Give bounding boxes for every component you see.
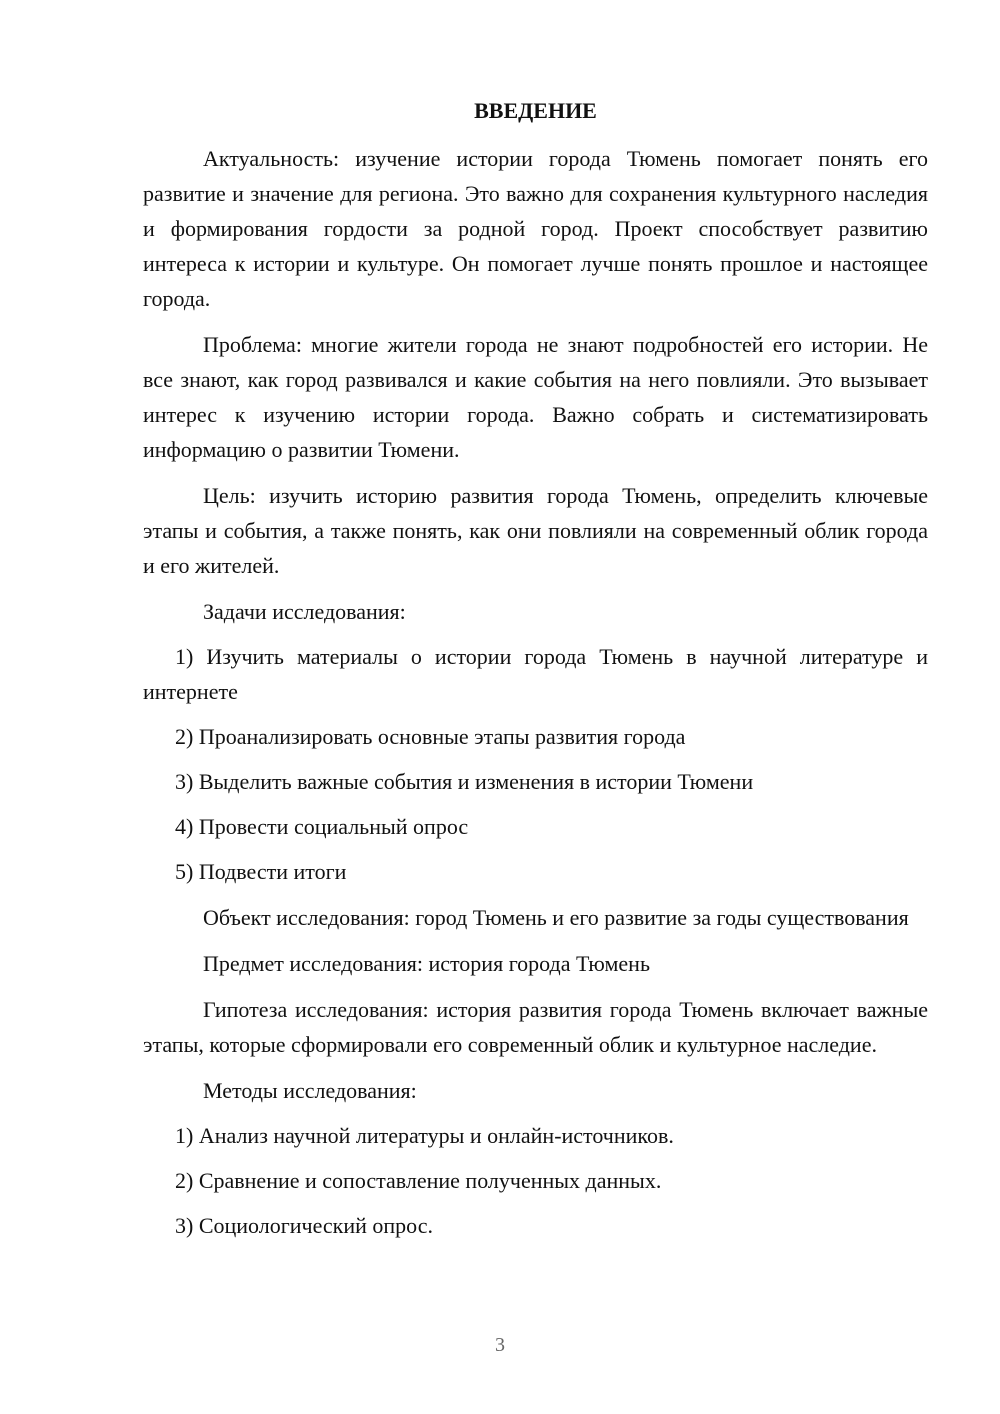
object-paragraph: Объект исследования: город Тюмень и его развитие за годы существования (203, 905, 909, 930)
task-item: 4) Провести социальный опрос (175, 814, 469, 839)
document-page (143, 94, 928, 1243)
methods-list (143, 1118, 928, 1243)
tasks-list (143, 639, 928, 889)
problem-paragraph: Проблема: многие жители города не знают подробностей его истории. Не все знают, как город развивался и какие события на него повлияли. Это вызывает интерес к изучению истории города. Важно собрать и систематизировать информацию о развитии Тюмени. (143, 332, 928, 462)
task-item: 1) Изучить материалы о истории города Тюмень в научной литературе и интернете (143, 644, 928, 704)
page-number: 3 (495, 1334, 505, 1356)
relevance-paragraph: Актуальность: изучение истории города Тюмень помогает понять его развитие и значение для региона. Это важно для сохранения культурного наследия и формирования гордости за родной город. Проект способствует развитию интереса к истории и культуре. Он помогает лучше понять прошлое и настоящее города. (143, 146, 928, 311)
page-title: ВВЕДЕНИЕ (474, 98, 597, 123)
method-item: 2) Сравнение и сопоставление полученных данных. (175, 1168, 662, 1193)
method-item: 1) Анализ научной литературы и онлайн-источников. (175, 1123, 674, 1148)
task-item: 2) Проанализировать основные этапы развития города (175, 724, 686, 749)
methods-heading: Методы исследования: (203, 1078, 417, 1103)
subject-paragraph: Предмет исследования: история города Тюмень (203, 951, 650, 976)
tasks-heading: Задачи исследования: (203, 599, 406, 624)
method-item: 3) Социологический опрос. (175, 1213, 433, 1238)
hypothesis-paragraph: Гипотеза исследования: история развития города Тюмень включает важные этапы, которые сформировали его современный облик и культурное наследие. (143, 997, 928, 1057)
task-item: 5) Подвести итоги (175, 859, 347, 884)
goal-paragraph: Цель: изучить историю развития города Тюмень, определить ключевые этапы и события, а также понять, как они повлияли на современный облик города и его жителей. (143, 483, 928, 578)
task-item: 3) Выделить важные события и изменения в истории Тюмени (175, 769, 754, 794)
